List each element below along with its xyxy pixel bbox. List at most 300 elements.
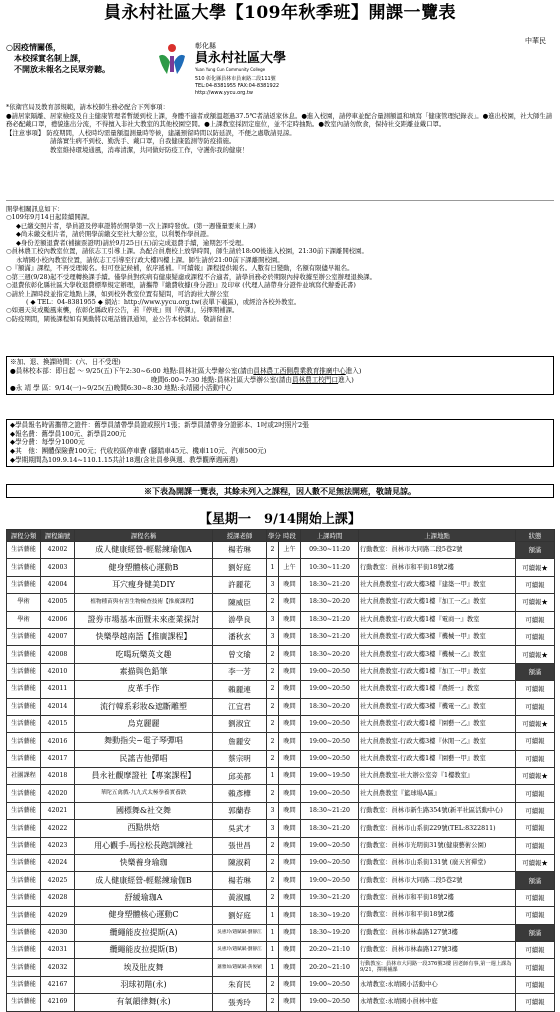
cell-name: 民謠吉他彈唱 <box>75 750 213 767</box>
cell-status: 額滿 <box>516 924 555 941</box>
cell-cat: 生活藝能 <box>7 559 41 576</box>
cell-period: 晚間 <box>279 646 301 663</box>
cell-period: 晚間 <box>279 994 301 1011</box>
cell-credit: 1 <box>267 768 279 785</box>
cell-loc: 永靖教室:永靖國小員林中庭 <box>359 994 516 1011</box>
cell-time: 19:00~20:50 <box>301 785 359 802</box>
cell-cat: 生活藝能 <box>7 889 41 906</box>
cell-code: 42010 <box>41 663 75 680</box>
cell-loc: 社大員農教室-行政大樓3樓『機械一乙』教室 <box>359 646 516 663</box>
cell-status: 可續報 <box>516 733 555 750</box>
cell-loc: 行動教室：員林市林森路127號3樓 <box>359 941 516 958</box>
course-table <box>6 529 555 1012</box>
table-row <box>7 976 555 993</box>
cell-status: 可續報★ <box>516 855 555 872</box>
cell-period: 晚間 <box>279 750 301 767</box>
cell-cat: 生活藝能 <box>7 733 41 750</box>
cell-status: 可續報 <box>516 959 555 976</box>
cell-loc: 行動教室：員林市新生路354號(新平社區活動中心) <box>359 802 516 819</box>
cell-period: 晚間 <box>279 698 301 715</box>
table-row <box>7 872 555 889</box>
cell-credit: 3 <box>267 820 279 837</box>
cell-credit: 2 <box>267 733 279 750</box>
cell-loc: 行動教室：員林市大同路二段5巷2號 <box>359 542 516 559</box>
cell-loc: 社大員農教室-行政大樓3樓『建築一甲』教室 <box>359 576 516 593</box>
table-row <box>7 994 555 1011</box>
cell-code: 42020 <box>41 785 75 802</box>
table-row <box>7 681 555 698</box>
cell-code: 42029 <box>41 907 75 924</box>
cell-name: 舞動指尖~電子琴彈唱 <box>75 733 213 750</box>
cell-time: 09:30~11:20 <box>301 542 359 559</box>
cell-time: 18:30~21:20 <box>301 611 359 628</box>
cell-loc: 社大員農教室-行政大樓1樓『園藝一甲』教室 <box>359 750 516 767</box>
day-heading: 【星期一 9/14開始上課】 <box>199 512 361 527</box>
cell-name: 纜繩能皮拉提斯(B) <box>75 941 213 958</box>
table-row <box>7 768 555 785</box>
cell-loc: 行動教室：員林市山系街131號 (廣天宮禪堂) <box>359 855 516 872</box>
schedule-notice: ※下表為開課一覽表，其餘未列入之課程，因人數不足無法開班，敬請見諒。 <box>6 484 554 498</box>
cell-loc: 社大員農教室-行政大樓3樓『休閒一乙』教室 <box>359 733 516 750</box>
cell-cat: 生活藝能 <box>7 907 41 924</box>
cell-time: 19:00~20:50 <box>301 976 359 993</box>
table-row <box>7 698 555 715</box>
table-row <box>7 715 555 732</box>
column-header: 授課老師 <box>213 530 267 542</box>
cell-teacher: 蕭雅如/趙賦賦-黃俊穎 <box>213 959 267 976</box>
cell-cat: 生活藝能 <box>7 785 41 802</box>
cell-cat: 生活藝能 <box>7 924 41 941</box>
cell-loc: 行動教室：員林市和平街18號2樓 <box>359 907 516 924</box>
cell-credit: 2 <box>267 542 279 559</box>
table-row <box>7 646 555 663</box>
cell-credit: 2 <box>267 855 279 872</box>
cell-status: 可續報 <box>516 907 555 924</box>
cell-name: 員永社觀摩證社【專案課程】 <box>75 768 213 785</box>
info-line: ○如遇天災或颱風來襲，依彰化縣政府公告，若『停班』則『停課』，另擇期補課。 <box>6 306 239 315</box>
table-row <box>7 907 555 924</box>
cell-credit: 2 <box>267 976 279 993</box>
cell-cat: 生活藝能 <box>7 715 41 732</box>
cell-cat: 學術 <box>7 594 41 611</box>
notice-line: 請落實生病不到校、勤洗手、戴口罩，自我健康監測等防疫措施。 <box>50 137 236 146</box>
cell-status: 可續報 <box>516 785 555 802</box>
cell-period: 晚間 <box>279 889 301 906</box>
column-header: 狀態 <box>516 530 555 542</box>
cell-period: 晚間 <box>279 715 301 732</box>
cell-cat: 生活藝能 <box>7 976 41 993</box>
logo-contact <box>195 76 279 96</box>
table-row <box>7 941 555 958</box>
cell-name: 健身塑體核心運動B <box>75 559 213 576</box>
cell-status: 額滿 <box>516 872 555 889</box>
cell-cat: 生活藝能 <box>7 646 41 663</box>
cell-code: 42017 <box>41 750 75 767</box>
cell-name: 成人健康經營-輕鬆練瑜伽A <box>75 542 213 559</box>
cell-credit: 3 <box>267 628 279 645</box>
cell-period: 晚間 <box>279 976 301 993</box>
cell-time: 18:30~19:20 <box>301 907 359 924</box>
cell-period: 晚間 <box>279 785 301 802</box>
logo-phone: TEL:04-8381955 FAX:04-8381922 <box>195 82 280 89</box>
page-title: 員永村社區大學【109年秋季班】開課一覽表 <box>104 3 456 23</box>
cell-time: 18:30~20:20 <box>301 698 359 715</box>
table-header-row <box>7 530 555 542</box>
registration-main-evening: 晚間6:00~7:30 地點:員林社區大學辦公室(請由員林農工校門口進入) <box>151 375 354 384</box>
cell-code: 42021 <box>41 802 75 819</box>
cell-loc: 行動教室：員林市林森路127號3樓 <box>359 924 516 941</box>
notice-line: 教室維持環境通風，消毒清潔，共同做好防疫工作，守護你我的健康！ <box>50 145 249 154</box>
cell-code: 42167 <box>41 976 75 993</box>
cell-period: 晚間 <box>279 681 301 698</box>
cell-name: 耳穴瘦身健美DIY <box>75 576 213 593</box>
cell-credit: 2 <box>267 646 279 663</box>
cell-time: 19:00~19:50 <box>301 768 359 785</box>
covid-note-line: 不開放未報名之民眾旁聽。 <box>14 63 110 74</box>
covid-note-line: 本校採實名制上課， <box>14 52 86 63</box>
column-header: 時段 <box>279 530 301 542</box>
cell-cat: 生活藝能 <box>7 663 41 680</box>
cell-cat: 生活藝能 <box>7 698 41 715</box>
notice-line: ●請居家隔離、居家檢疫及自主健康管理者暫緩到校上課，身體不適者或額溫超過37.5℃者請返家休息。●進入校園，請停車並配合量測額溫和填寫「健康管理紀錄表」。●進出校園，社大師生請務必配戴口罩，禮貌進出分流，不得擅入非社大教室的其他校園空間。●上課教室採固定座位，並不定時抽點。●教室內請勿飲食，保持社交距離並戴口罩。 <box>6 111 553 129</box>
cell-status: 可續報 <box>516 941 555 958</box>
cell-status: 可續報 <box>516 976 555 993</box>
cell-code: 42015 <box>41 715 75 732</box>
cell-time: 18:30~19:20 <box>301 924 359 941</box>
college-logo-block <box>155 40 305 103</box>
table-row <box>7 802 555 819</box>
cell-name: 健身塑體核心運動C <box>75 907 213 924</box>
cell-credit: 1 <box>267 924 279 941</box>
cell-teacher: 賴彥樺 <box>213 785 267 802</box>
column-header: 上課地點 <box>359 530 516 542</box>
column-header: 課程編號 <box>41 530 75 542</box>
cell-time: 19:00~20:50 <box>301 681 359 698</box>
cell-period: 晚間 <box>279 594 301 611</box>
cell-time: 18:30~20:20 <box>301 594 359 611</box>
cell-teacher: 邱美都 <box>213 768 267 785</box>
cell-name: 埃及肚皮舞 <box>75 959 213 976</box>
cell-time: 19:00~20:50 <box>301 750 359 767</box>
cell-teacher: 黃淑鳳 <box>213 889 267 906</box>
cell-name: 纜繩能皮拉提斯(A) <box>75 924 213 941</box>
fee-line: ◆其 他：團體保險費100元；代收校區停車費 (腳踏車45元、機車110元、汽車500元) <box>10 447 267 456</box>
cell-time: 20:20~21:10 <box>301 941 359 958</box>
info-line: 開學相關訊息如下： <box>6 205 64 213</box>
cell-teacher: 潘秋玄 <box>213 628 267 645</box>
cell-period: 晚間 <box>279 820 301 837</box>
cell-time: 19:00~20:50 <box>301 837 359 854</box>
cell-time: 18:30~21:20 <box>301 820 359 837</box>
cell-status: 可續報 <box>516 889 555 906</box>
info-line: ◆已繳交照片者，學員證及停車證將於開學第一次上課時發放。(第一週僅量要來上課) <box>16 221 256 230</box>
cell-time: 19:00~20:50 <box>301 733 359 750</box>
cell-name: 有氧韻律舞(永) <box>75 994 213 1011</box>
cell-period: 晚間 <box>279 802 301 819</box>
cell-name: 素描與色鉛筆 <box>75 663 213 680</box>
cell-loc: 行動教室：員林市和平街18號2樓 <box>359 889 516 906</box>
cell-credit: 3 <box>267 802 279 819</box>
table-row <box>7 820 555 837</box>
cell-status: 可續報 <box>516 750 555 767</box>
cell-credit: 2 <box>267 681 279 698</box>
cell-period: 晚間 <box>279 837 301 854</box>
cell-period: 上午 <box>279 542 301 559</box>
cell-time: 19:30~21:20 <box>301 889 359 906</box>
cell-cat: 生活藝能 <box>7 941 41 958</box>
cell-status: 可續報★ <box>516 559 555 576</box>
registration-yongjing: ●永 靖 學 區：9/14(一)~9/25(五)晚間6:30~8:30 地點:永靖國小活動中心 <box>10 384 233 393</box>
column-header: 學分 <box>268 531 281 540</box>
cell-code: 42002 <box>41 542 75 559</box>
cell-period: 晚間 <box>279 663 301 680</box>
cell-status: 可續報★ <box>516 768 555 785</box>
cell-loc: 社大員農教室-行政大樓3樓『機電一乙』教室 <box>359 698 516 715</box>
cell-credit: 2 <box>267 594 279 611</box>
cell-teacher: 游學良 <box>213 611 267 628</box>
registration-box <box>6 356 554 395</box>
cell-teacher: 江宜君 <box>213 698 267 715</box>
cell-status: 可續報★ <box>516 646 555 663</box>
table-row <box>7 576 555 593</box>
registration-heading: ※加、退、換課時間：(六、日不受理) <box>10 358 121 366</box>
cell-credit: 2 <box>267 837 279 854</box>
cell-name: 舒緩瑜珈A <box>75 889 213 906</box>
info-line: ◆身份差額退費者(補擴票證明)請於9月25日(五)前完成退費手續，逾期恕不受理。 <box>16 238 248 247</box>
cell-name: 皮革手作 <box>75 681 213 698</box>
table-row <box>7 594 555 611</box>
cell-teacher: 詹麗安 <box>213 733 267 750</box>
registration-main-campus: ●員林校本部：即日起 ～ 9/25(五)下午2:30~6:00 地點:員林社區大學辦公室(請由員林農工西側農業教育推廣中心進入) <box>10 366 362 375</box>
notice-line: 【注意事項】 防疫期間，人校時均需量額溫測量時等候，建議預留時間以防延誤，不便之處敬請見諒。 <box>6 128 296 137</box>
cell-status: 可續報★ <box>516 715 555 732</box>
info-line: ○第三週(9/28)起不受理轉換課手續。僅學員對疾病有健康疑慮或課程不合適者，請學員務必於期限內持收據至辦公室辦理退換課。 <box>6 272 377 281</box>
cell-period: 晚間 <box>279 611 301 628</box>
fee-line: ◆學期期間為109.9.14~110.1.15共計18週(含社員參與週、教學觀摩週兩週) <box>10 455 238 464</box>
cell-code: 42023 <box>41 837 75 854</box>
cell-credit: 3 <box>267 576 279 593</box>
cell-code: 42025 <box>41 872 75 889</box>
cell-teacher: 張世昌 <box>213 837 267 854</box>
column-header: 課程名稱 <box>75 530 213 542</box>
cell-period: 晚間 <box>279 733 301 750</box>
cell-teacher: 楊若琳 <box>213 542 267 559</box>
cell-cat: 生活藝能 <box>7 681 41 698</box>
cell-time: 18:30~21:20 <box>301 628 359 645</box>
table-row <box>7 855 555 872</box>
column-header: 上課時間 <box>301 530 359 542</box>
cell-status: 可續報 <box>516 802 555 819</box>
cell-time: 19:00~20:50 <box>301 994 359 1011</box>
cell-credit: 2 <box>267 715 279 732</box>
cell-cat: 生活藝能 <box>7 802 41 819</box>
info-line: ◆尚未繳交相片者，請於開學前繳交至社大辦公室，以利製作學員證。 <box>16 230 213 239</box>
table-row <box>7 628 555 645</box>
cell-status: 可續報 <box>516 681 555 698</box>
cell-teacher: 李一芳 <box>213 663 267 680</box>
cell-loc: 社大員農教室-行政大樓1樓『農經一』教室 <box>359 681 516 698</box>
fee-line: ◆學員報名時需攜帶之證件：舊學員請帶學員證或照片1張；新學員請帶身分證影本、1吋或2吋照片2張 <box>10 421 309 429</box>
info-line: ○防疫期間，閘後課程如有異動將以電話簡訊通知，並公告本校網站。敬請留意！ <box>6 314 236 323</box>
cell-time: 18:30~21:20 <box>301 576 359 593</box>
cell-code: 42030 <box>41 924 75 941</box>
cell-teacher: 吳惠玲/趙賦賦-劉靜江 <box>213 941 267 958</box>
cell-credit: 1 <box>267 907 279 924</box>
cell-teacher: 劉淑宜 <box>213 715 267 732</box>
cell-code: 42011 <box>41 681 75 698</box>
cell-time: 19:00~20:50 <box>301 855 359 872</box>
cell-status: 可續報 <box>516 994 555 1011</box>
cell-teacher: 陳威臣 <box>213 594 267 611</box>
cell-period: 晚間 <box>279 628 301 645</box>
fee-line: ◆學分費：每學分1000元 <box>10 438 85 447</box>
cell-credit: 1 <box>267 959 279 976</box>
cell-period: 晚間 <box>279 855 301 872</box>
cell-credit: 2 <box>267 663 279 680</box>
cell-credit: 2 <box>267 872 279 889</box>
cell-status: 可續報 <box>516 698 555 715</box>
cell-code: 42169 <box>41 994 75 1011</box>
cell-period: 晚間 <box>279 924 301 941</box>
cell-teacher: 楊若琳 <box>213 872 267 889</box>
table-row <box>7 785 555 802</box>
cell-teacher: 許麗花 <box>213 576 267 593</box>
logo-county: 彰化縣 <box>195 42 216 50</box>
cell-name: 證券市場基本面暨未來產業探討 <box>75 611 213 628</box>
covid-note <box>6 42 146 74</box>
cell-loc: 行動教室：員林市大同路二段5巷2號 <box>359 872 516 889</box>
cell-cat: 生活藝能 <box>7 576 41 593</box>
info-section <box>6 205 554 323</box>
cell-code: 42014 <box>41 698 75 715</box>
cell-name: 成人健康經營-輕鬆練瑜伽B <box>75 872 213 889</box>
cell-period: 上午 <box>279 559 301 576</box>
cell-credit: 2 <box>267 750 279 767</box>
cell-status: 可續報 <box>516 628 555 645</box>
cell-code: 42008 <box>41 646 75 663</box>
cell-name: 流行韓系彩妝&遮斷雕塑 <box>75 698 213 715</box>
cell-time: 10:30~11:20 <box>301 559 359 576</box>
table-row <box>7 837 555 854</box>
cell-credit: 2 <box>267 785 279 802</box>
info-line: 永靖國小校內教室位置，請依志工引導至行政大樓四樓上課。師生請於21:00前下課離開校園。 <box>16 255 284 264</box>
cell-code: 42016 <box>41 733 75 750</box>
cell-time: 19:00~20:50 <box>301 715 359 732</box>
cell-credit: 3 <box>267 611 279 628</box>
cell-code: 42022 <box>41 820 75 837</box>
cell-name: 羽球初階(永) <box>75 976 213 993</box>
cell-loc: 社大員農教室-社大辦公室旁『1樓教室』 <box>359 768 516 785</box>
info-line: ○『額滿』課程，不再受理報名。但可登記候補，依序遞補。『可續報』課程提供報名。人數有日變動，名額有限儘早報名。 <box>6 264 354 273</box>
cell-loc: 行動教室：員林市大同路一段376號3樓 因老師有事,第一週上課為9/21，擇期補課 <box>359 959 516 976</box>
cell-teacher: 蔡宗明 <box>213 750 267 767</box>
logo-name: 員永村社區大學 <box>195 51 287 66</box>
info-line: ○退費依彰化縣社區大學收退費標準規定辦理，請攜帶『繳費收據(身分證)』及印章 (代理人請帶身分證件並填寫代辦委託書) <box>6 281 356 290</box>
cell-teacher: 張秀玲 <box>213 994 267 1011</box>
cell-loc: 行動教室：員林市和平街18號2樓 <box>359 559 516 576</box>
cell-cat: 社團課程 <box>7 768 41 785</box>
cell-time: 19:00~20:50 <box>301 872 359 889</box>
cell-period: 晚間 <box>279 872 301 889</box>
cell-credit: 1 <box>267 559 279 576</box>
info-line: ○109年9月14日起陸續開課。 <box>6 213 94 222</box>
cell-cat: 生活藝能 <box>7 542 41 559</box>
cell-loc: 行動教室：員林市山系街229號(TEL:8322811) <box>359 820 516 837</box>
info-line: ○請於上課時段並指定地點上課，如到校外教室位置有疑問，可洽詢社大辦公室 <box>6 289 229 298</box>
table-row <box>7 542 555 559</box>
logo-address: 510 彰化縣員林市員東路二段111號 <box>195 76 276 82</box>
cell-name: 快樂學越南語【推廣課程】 <box>75 628 213 645</box>
cell-cat: 生活藝能 <box>7 872 41 889</box>
table-row <box>7 663 555 680</box>
cell-name: 烏克麗麗 <box>75 715 213 732</box>
notice-line: *依衛官局及教育部規範，請本校師生務必配合下列事項： <box>6 103 169 111</box>
cell-code: 42007 <box>41 628 75 645</box>
cell-cat: 學術 <box>7 611 41 628</box>
cell-code: 42005 <box>41 594 75 611</box>
college-logo-icon <box>155 42 189 76</box>
cell-cat: 生活藝能 <box>7 855 41 872</box>
cell-time: 18:30~21:20 <box>301 802 359 819</box>
cell-credit: 1 <box>267 941 279 958</box>
cell-period: 晚間 <box>279 941 301 958</box>
cell-period: 晚間 <box>279 768 301 785</box>
cell-name: 西點烘焙 <box>75 820 213 837</box>
table-row <box>7 750 555 767</box>
cell-loc: 社大員農教室-行政大樓1樓『加工一乙』教室 <box>359 594 516 611</box>
cell-code: 42006 <box>41 611 75 628</box>
cell-loc: 社大員農教室-行政大樓3樓『機械一甲』教室 <box>359 628 516 645</box>
cell-name: 華陀五禽戲-九九式太極拳養實養跌 <box>75 785 213 802</box>
cell-teacher: 吳惠玲/趙賦賦-劉靜江 <box>213 924 267 941</box>
cell-loc: 社大員農教室-行政大樓1樓『園藝一乙』教室 <box>359 715 516 732</box>
table-row <box>7 559 555 576</box>
cell-code: 42004 <box>41 576 75 593</box>
cell-status: 可續報 <box>516 837 555 854</box>
cell-status: 額滿 <box>516 542 555 559</box>
cell-status: 額滿 <box>516 663 555 680</box>
cell-teacher: 郭蘭春 <box>213 802 267 819</box>
table-body <box>7 542 555 1012</box>
info-line: ○員林農工校內教室位置，請依志工引導上課。為配合員農校上放學時間，師生請於18:00後進入校園，21:30前下課離開校園。 <box>6 247 368 256</box>
cell-credit: 2 <box>267 698 279 715</box>
cell-credit: 2 <box>267 889 279 906</box>
cell-name: 用心觀手-馬拉松長跑訓練社 <box>75 837 213 854</box>
cell-loc: 行動教室：員林市光明街31號(健康藝術公園) <box>359 837 516 854</box>
cell-cat: 生活藝能 <box>7 628 41 645</box>
cell-loc: 社大員農教室『籃球場A區』 <box>359 785 516 802</box>
cell-credit: 2 <box>267 994 279 1011</box>
cell-name: 國標舞&社交舞 <box>75 802 213 819</box>
table-row <box>7 924 555 941</box>
cell-status: 可續報 <box>516 611 555 628</box>
logo-website[interactable]: http://www.yycu.org.tw <box>195 89 253 96</box>
cell-code: 42024 <box>41 855 75 872</box>
cell-code: 42018 <box>41 768 75 785</box>
logo-english: Yuan Yung Cun Community College <box>195 67 266 72</box>
cell-status: 可續報 <box>516 820 555 837</box>
cell-code: 42028 <box>41 889 75 906</box>
stamp-text: 中華民 <box>525 37 546 45</box>
cell-teacher: 賴麗連 <box>213 681 267 698</box>
covid-note-line: ○因疫情關係， <box>6 42 61 52</box>
cell-time: 18:30~20:20 <box>301 646 359 663</box>
fee-box <box>6 419 554 467</box>
cell-teacher: 劉好庭 <box>213 907 267 924</box>
cell-loc: 永靖教室:永靖國小活動中心 <box>359 976 516 993</box>
cell-period: 晚間 <box>279 576 301 593</box>
cell-code: 42003 <box>41 559 75 576</box>
